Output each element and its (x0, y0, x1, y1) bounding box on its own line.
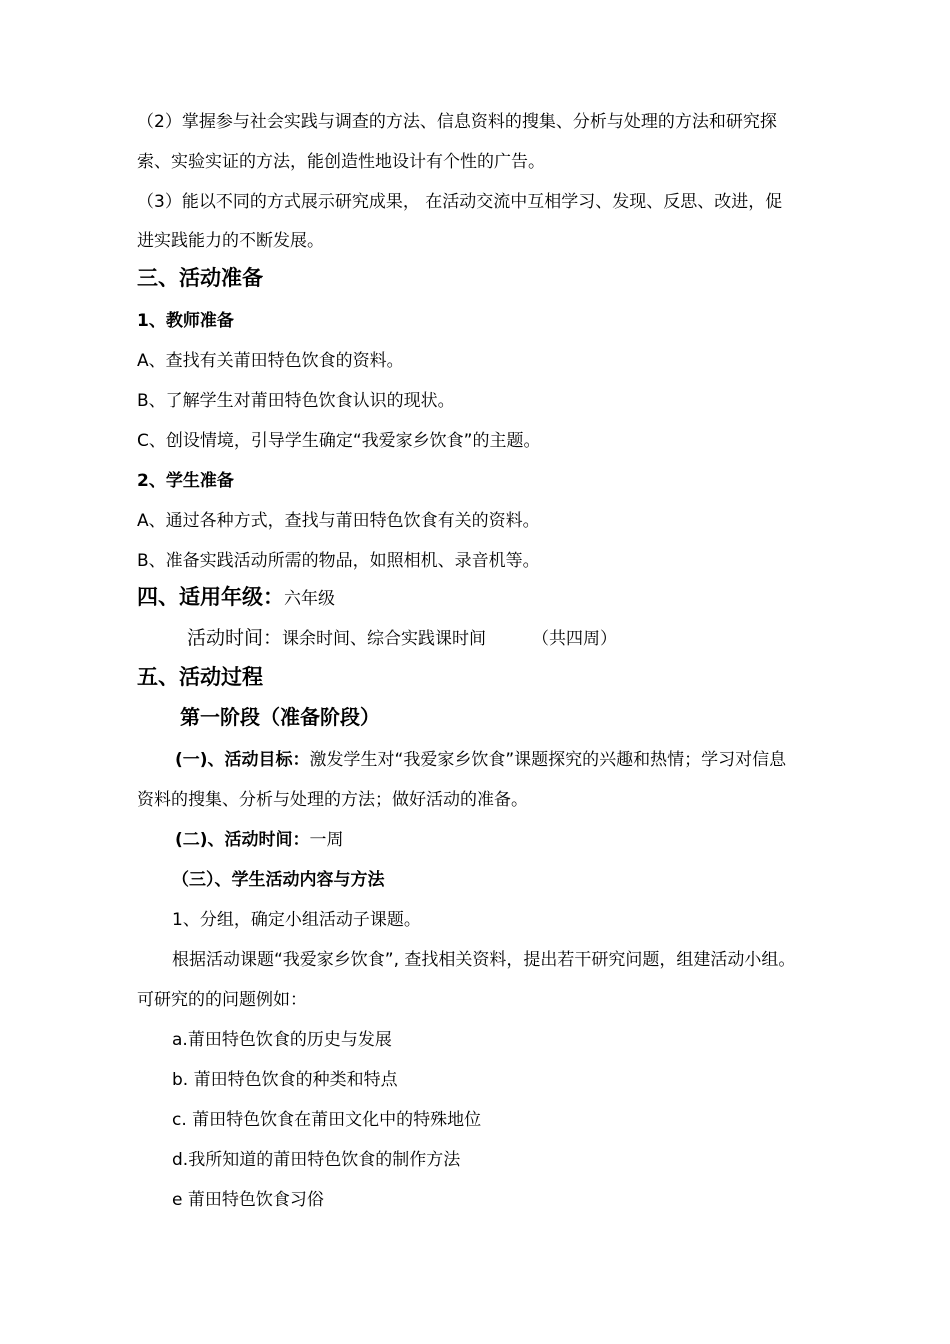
section-4-line (137, 585, 335, 611)
activity-time-label: 活动时间： (187, 627, 283, 649)
grade-value: 六年级 (284, 589, 335, 609)
objective-2-line-1: （2）掌握参与社会实践与调查的方法、信息资料的搜集、分析与处理的方法和研究探 (137, 112, 777, 132)
stage-1-heading: 第一阶段（准备阶段） (180, 705, 380, 729)
section-4-heading: 四、适用年级： (137, 585, 284, 609)
activity-time-note: （共四周） (532, 629, 618, 649)
question-item-b: b. 莆田特色饮食的种类和特点 (172, 1070, 398, 1090)
goal-line-1 (175, 748, 786, 772)
goal-line-2: 资料的搜集、分析与处理的方法；做好活动的准备。 (137, 790, 528, 810)
student-prep-a: A、通过各种方式，查找与莆田特色饮食有关的资料。 (137, 511, 540, 531)
content-heading: （三）、学生活动内容与方法 (172, 870, 385, 890)
question-item-a: a.莆田特色饮食的历史与发展 (172, 1030, 392, 1050)
step-1-desc-line-2: 可研究的的问题例如： (137, 990, 307, 1010)
section-3-heading: 三、活动准备 (137, 266, 263, 290)
duration-value: 一周 (309, 830, 344, 850)
teacher-prep-a: A、查找有关莆田特色饮食的资料。 (137, 351, 404, 371)
question-item-c: c. 莆田特色饮食在莆田文化中的特殊地位 (172, 1110, 482, 1130)
objective-3-line-1: （3）能以不同的方式展示研究成果， 在活动交流中互相学习、发现、反思、改进，促 (137, 192, 783, 212)
student-prep-heading: 2、学生准备 (137, 471, 234, 491)
duration-line (175, 828, 344, 852)
goal-label: (一)、活动目标： (175, 750, 310, 770)
activity-time-line (187, 626, 617, 651)
activity-time-value: 课余时间、综合实践课时间 (282, 629, 487, 649)
teacher-prep-heading: 1、教师准备 (137, 311, 234, 331)
question-item-d: d.我所知道的莆田特色饮食的制作方法 (172, 1150, 461, 1170)
teacher-prep-b: B、了解学生对莆田特色饮食认识的现状。 (137, 391, 455, 411)
objective-3-line-2: 进实践能力的不断发展。 (137, 231, 324, 251)
step-1-desc-line-1: 根据活动课题“我爱家乡饮食”, 查找相关资料，提出若干研究问题，组建活动小组。 (172, 950, 796, 970)
teacher-prep-c: C、创设情境，引导学生确定“我爱家乡饮食”的主题。 (137, 431, 541, 451)
goal-text-1: 激发学生对“我爱家乡饮食”课题探究的兴趣和热情；学习对信息 (309, 750, 787, 770)
step-1: 1、分组，确定小组活动子课题。 (172, 910, 421, 930)
student-prep-b: B、准备实践活动所需的物品，如照相机、录音机等。 (137, 551, 540, 571)
question-item-e: e 莆田特色饮食习俗 (172, 1190, 324, 1210)
objective-2-line-2: 索、实验实证的方法，能创造性地设计有个性的广告。 (137, 152, 545, 172)
duration-label: (二)、活动时间： (175, 830, 310, 850)
section-5-heading: 五、活动过程 (137, 665, 263, 689)
